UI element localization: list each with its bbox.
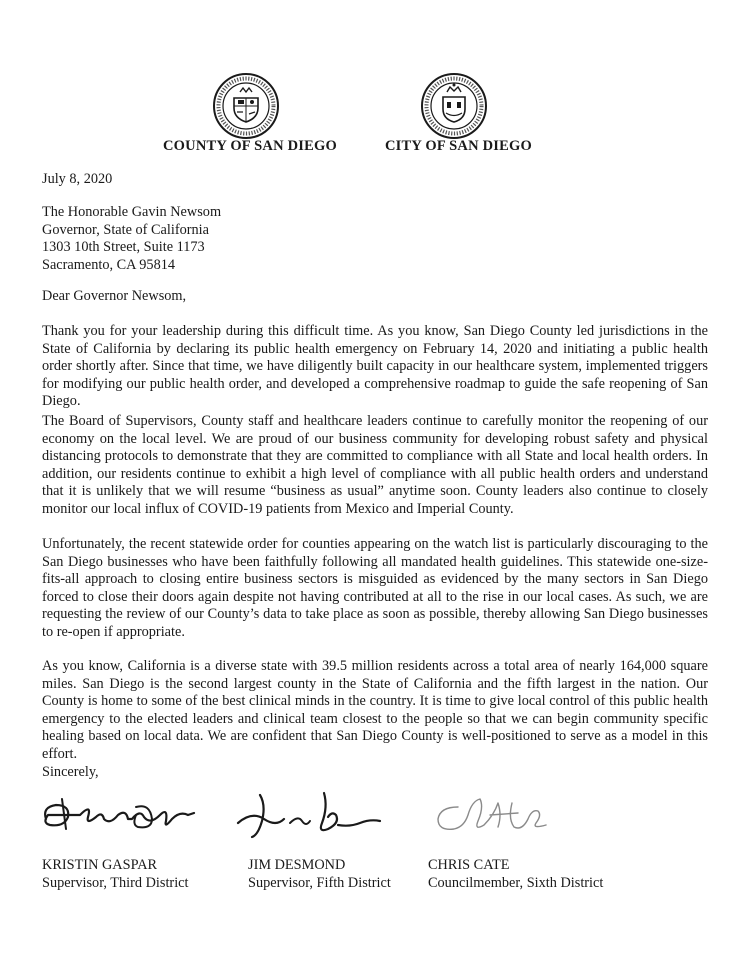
signer-name: JIM DESMOND [248,857,346,873]
recipient-line: Sacramento, CA 95814 [42,256,176,273]
body-paragraph: As you know, California is a diverse state with 39.5 million residents across a total area of nearly 164,000 square miles. San Diego is the second largest county in the State of California and the fifth largest in the nation. Our County is home to some of the best clinical minds in the country. It is time to give local control of this public health emergency to the elected leaders and clinical team closest to the people so that we can begin community specific healing based on local data. We are confident that San Diego County is well-positioned to serve as a model in this effort. [42,658,708,762]
recipient-line: The Honorable Gavin Newsom [42,204,222,220]
city-name-heading: CITY OF SAN DIEGO [385,138,532,154]
letter-date: July 8, 2020 [42,171,113,187]
recipient-address [42,204,708,274]
recipient-line: 1303 10th Street, Suite 1173 [42,239,205,256]
signer-kristin-gaspar [42,856,189,892]
body-paragraph: Unfortunately, the recent statewide order for counties appearing on the watch list is particularly discouraging to the San Diego businesses who have been faithfully following all mandated health guidelines. This statewide one-size-fits-all approach to closing entire business sectors is misguided as evidenced by the many sectors in San Diego forced to close their doors again despite not having contributed at all to the rise in our local cases. As such, we are requesting the review of our County’s data to take place as soon as possible, thereby allowing San Diego businesses to re-open if appropriate. [42,536,708,640]
signer-title: Councilmember, Sixth District [428,875,604,891]
signer-jim-desmond [248,856,391,892]
body-paragraph: The Board of Supervisors, County staff and healthcare leaders continue to carefully monitor the reopening of our economy on the local level. We are proud of our business community for developing robust safety and physical distancing protocols to demonstrate that they are committed to compliance with all State and local health orders. In addition, our residents continue to exhibit a high level of compliance with all public health orders and understand that it is unlikely that we will resume “business as usual” anytime soon. County leaders also continue to closely monitor our local influx of COVID-19 patients from Mexico and Imperial County. [42,413,708,517]
signature-chris-cate [428,785,568,845]
signature-kristin-gaspar [40,785,200,845]
signer-name: KRISTIN GASPAR [42,857,158,873]
signature-jim-desmond [232,785,392,845]
county-seal-logo [212,72,280,140]
signer-title: Supervisor, Fifth District [248,875,391,891]
signer-chris-cate [428,856,603,892]
signer-title: Supervisor, Third District [42,875,189,891]
salutation: Dear Governor Newsom, [42,288,187,304]
city-seal-logo [420,72,488,140]
closing: Sincerely, [42,764,99,780]
county-name-heading: COUNTY OF SAN DIEGO [163,138,337,154]
recipient-line: Governor, State of California [42,221,209,238]
signer-name: CHRIS CATE [428,857,510,873]
body-paragraph: Thank you for your leadership during this difficult time. As you know, San Diego County led jurisdictions in the State of California by declaring its public health emergency on February 14, 2020 and initiating a public health order shortly after. Since that time, we have diligently built capacity in our healthcare system, implemented triggers for modifying our public health order, and developed a comprehensive roadmap to guide the safe reopening of San Diego. [42,323,708,410]
